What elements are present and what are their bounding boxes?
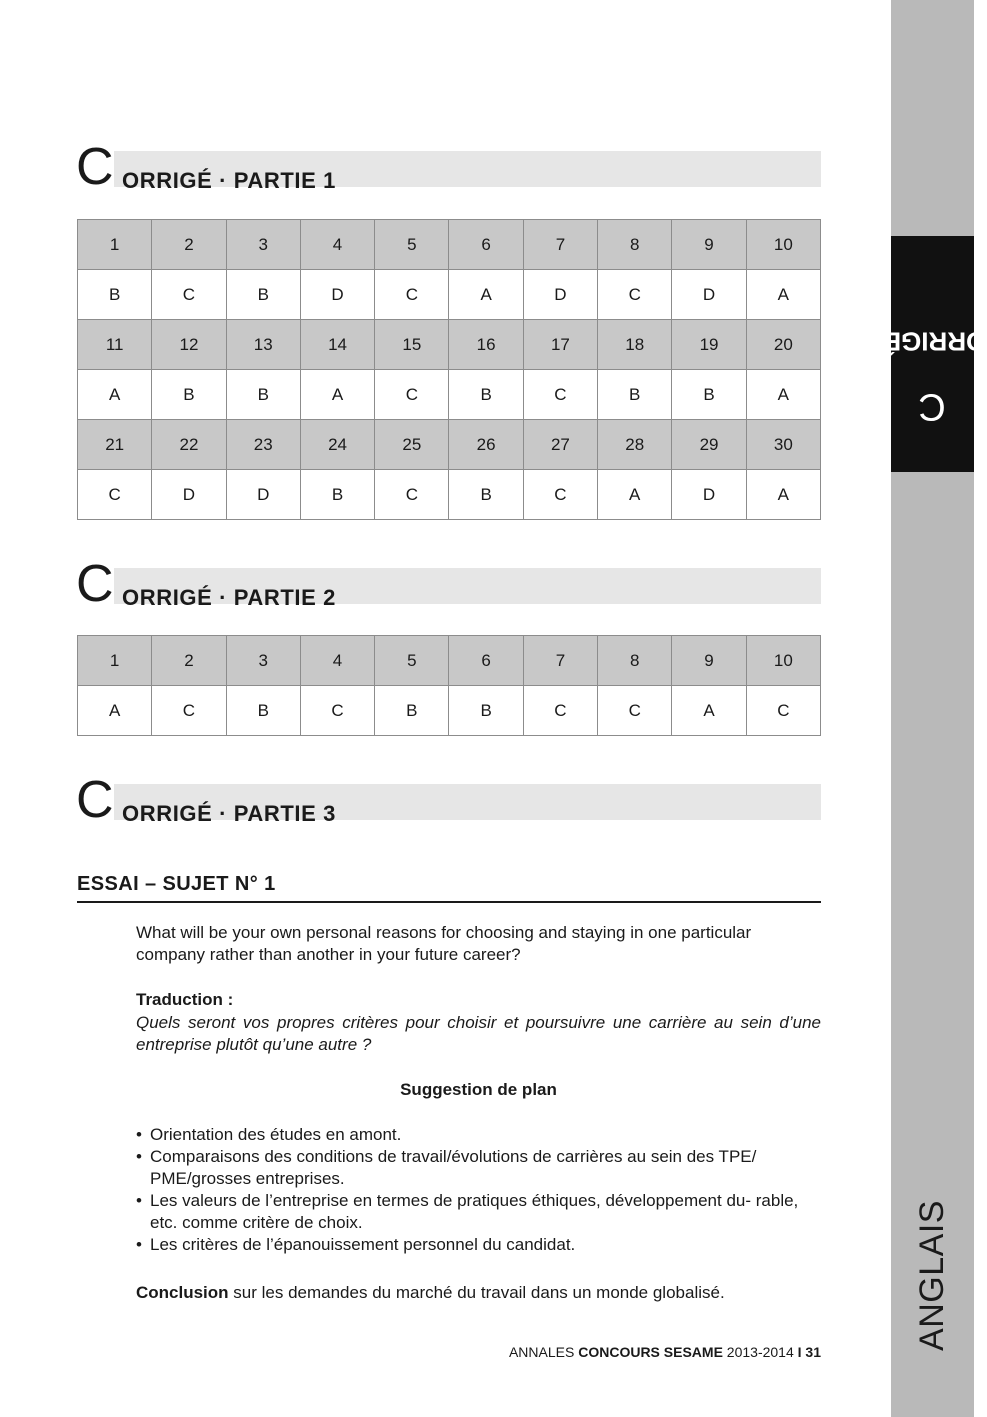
question-number-cell: 5 <box>375 220 449 270</box>
question-number-cell: 18 <box>598 320 672 370</box>
answer-cell: D <box>300 270 374 320</box>
sidebar-tab-label <box>884 236 987 472</box>
answer-cell: D <box>226 470 300 520</box>
question-number-cell: 25 <box>375 420 449 470</box>
answer-cell: A <box>78 686 152 736</box>
sidebar-section-label <box>891 1180 974 1370</box>
heading-initial: C <box>76 555 114 613</box>
answer-cell: C <box>598 270 672 320</box>
footer-page-number: 31 <box>801 1344 821 1360</box>
answer-cell: C <box>375 270 449 320</box>
answer-cell: B <box>672 370 746 420</box>
question-number-cell: 10 <box>746 636 820 686</box>
question-number-cell: 17 <box>523 320 597 370</box>
footer-separator: I <box>797 1344 802 1360</box>
table-row <box>78 686 821 736</box>
question-number-cell: 3 <box>226 220 300 270</box>
answer-cell: B <box>152 370 226 420</box>
question-number-cell: 30 <box>746 420 820 470</box>
heading-title: ORRIGÉ · PARTIE 3 <box>122 801 336 826</box>
answer-cell: D <box>672 270 746 320</box>
answer-cell: A <box>746 370 820 420</box>
answer-cell: B <box>449 370 523 420</box>
section-heading-partie-3 <box>76 771 821 834</box>
table-row <box>78 636 821 686</box>
question-number-cell: 9 <box>672 220 746 270</box>
answer-cell: C <box>523 470 597 520</box>
answer-table-partie-2 <box>77 635 821 736</box>
table-row <box>78 270 821 320</box>
answer-cell: C <box>152 270 226 320</box>
question-number-cell: 7 <box>523 220 597 270</box>
question-number-cell: 8 <box>598 220 672 270</box>
answer-cell: A <box>78 370 152 420</box>
question-number-cell: 8 <box>598 636 672 686</box>
table-row <box>78 420 821 470</box>
answer-cell: B <box>78 270 152 320</box>
heading-title: ORRIGÉ · PARTIE 2 <box>122 585 336 610</box>
answer-cell: C <box>78 470 152 520</box>
list-item: • Orientation des études en amont. <box>136 1124 821 1146</box>
answer-cell: B <box>598 370 672 420</box>
answer-cell: C <box>375 470 449 520</box>
answer-cell: B <box>449 686 523 736</box>
question-number-cell: 5 <box>375 636 449 686</box>
traduction-label: Traduction : <box>136 990 234 1009</box>
table-row <box>78 370 821 420</box>
question-number-cell: 22 <box>152 420 226 470</box>
sidebar-corrige-tab <box>884 236 987 472</box>
sidebar-tab-rest: ORRIGÉ <box>884 325 987 356</box>
footer-years: 2013-2014 <box>722 1344 798 1360</box>
question-number-cell: 29 <box>672 420 746 470</box>
question-number-cell: 2 <box>152 220 226 270</box>
question-number-cell: 7 <box>523 636 597 686</box>
answer-cell: C <box>152 686 226 736</box>
answer-cell: D <box>523 270 597 320</box>
answer-cell: C <box>375 370 449 420</box>
list-item: • Les critères de l’épanouissement personnel du candidat. <box>136 1234 821 1256</box>
answer-cell: C <box>300 686 374 736</box>
question-number-cell: 26 <box>449 420 523 470</box>
question-number-cell: 20 <box>746 320 820 370</box>
conclusion-label: Conclusion <box>136 1283 229 1302</box>
question-number-cell: 10 <box>746 220 820 270</box>
question-number-cell: 23 <box>226 420 300 470</box>
question-number-cell: 21 <box>78 420 152 470</box>
answer-cell: D <box>152 470 226 520</box>
question-number-cell: 27 <box>523 420 597 470</box>
traduction-text: Quels seront vos propres critères pour choisir et poursuivre une carrière au sein d’une entreprise plutôt qu’une autre ? <box>136 1013 821 1054</box>
section-heading-partie-2 <box>76 555 821 618</box>
question-number-cell: 28 <box>598 420 672 470</box>
question-number-cell: 6 <box>449 220 523 270</box>
answer-cell: B <box>226 370 300 420</box>
answer-cell: B <box>300 470 374 520</box>
essay-question: What will be your own personal reasons for choosing and staying in one particular company rather than another in your future career? <box>136 923 752 964</box>
answer-cell: B <box>226 270 300 320</box>
question-number-cell: 14 <box>300 320 374 370</box>
answer-cell: D <box>672 470 746 520</box>
question-number-cell: 11 <box>78 320 152 370</box>
plan-heading: Suggestion de plan <box>400 1080 557 1099</box>
answer-cell: B <box>226 686 300 736</box>
list-item: • Comparaisons des conditions de travail/évolutions de carrières au sein des TPE/ PME/grosses entreprises. <box>136 1146 821 1190</box>
answer-cell: B <box>375 686 449 736</box>
question-number-cell: 12 <box>152 320 226 370</box>
answer-cell: A <box>672 686 746 736</box>
table-row <box>78 220 821 270</box>
conclusion-paragraph <box>136 1282 821 1304</box>
answer-cell: A <box>746 270 820 320</box>
question-number-cell: 9 <box>672 636 746 686</box>
sidebar-tab-initial: C <box>918 384 947 427</box>
sidebar-section-text: ANGLAIS <box>913 1199 952 1351</box>
footer-annales: ANNALES <box>508 1344 579 1360</box>
question-number-cell: 1 <box>78 220 152 270</box>
heading-initial: C <box>76 771 114 829</box>
question-number-cell: 3 <box>226 636 300 686</box>
answer-cell: A <box>598 470 672 520</box>
answer-cell: C <box>598 686 672 736</box>
answer-cell: C <box>523 686 597 736</box>
heading-initial: C <box>76 138 114 196</box>
essay-title: ESSAI – SUJET N° 1 <box>77 873 821 903</box>
answer-cell: A <box>449 270 523 320</box>
conclusion-text: sur les demandes du marché du travail dans un monde globalisé. <box>228 1283 725 1302</box>
question-number-cell: 4 <box>300 636 374 686</box>
question-number-cell: 19 <box>672 320 746 370</box>
footer-concours: CONCOURS SESAME <box>578 1344 723 1360</box>
heading-title: ORRIGÉ · PARTIE 1 <box>122 168 336 193</box>
question-number-cell: 13 <box>226 320 300 370</box>
question-number-cell: 16 <box>449 320 523 370</box>
table-row <box>78 320 821 370</box>
table-row <box>78 470 821 520</box>
section-heading-partie-1 <box>76 138 821 201</box>
plan-bullet-list <box>136 1124 821 1256</box>
question-number-cell: 1 <box>78 636 152 686</box>
question-number-cell: 15 <box>375 320 449 370</box>
answer-cell: C <box>746 686 820 736</box>
question-number-cell: 2 <box>152 636 226 686</box>
question-number-cell: 4 <box>300 220 374 270</box>
question-number-cell: 24 <box>300 420 374 470</box>
page-footer <box>400 1344 821 1360</box>
answer-cell: C <box>523 370 597 420</box>
answer-cell: A <box>746 470 820 520</box>
list-item: • Les valeurs de l’entreprise en termes de pratiques éthiques, développement du- rable, etc. comme critère de choix. <box>136 1190 821 1234</box>
answer-cell: A <box>300 370 374 420</box>
question-number-cell: 6 <box>449 636 523 686</box>
answer-cell: B <box>449 470 523 520</box>
answer-table-partie-1 <box>77 219 821 520</box>
